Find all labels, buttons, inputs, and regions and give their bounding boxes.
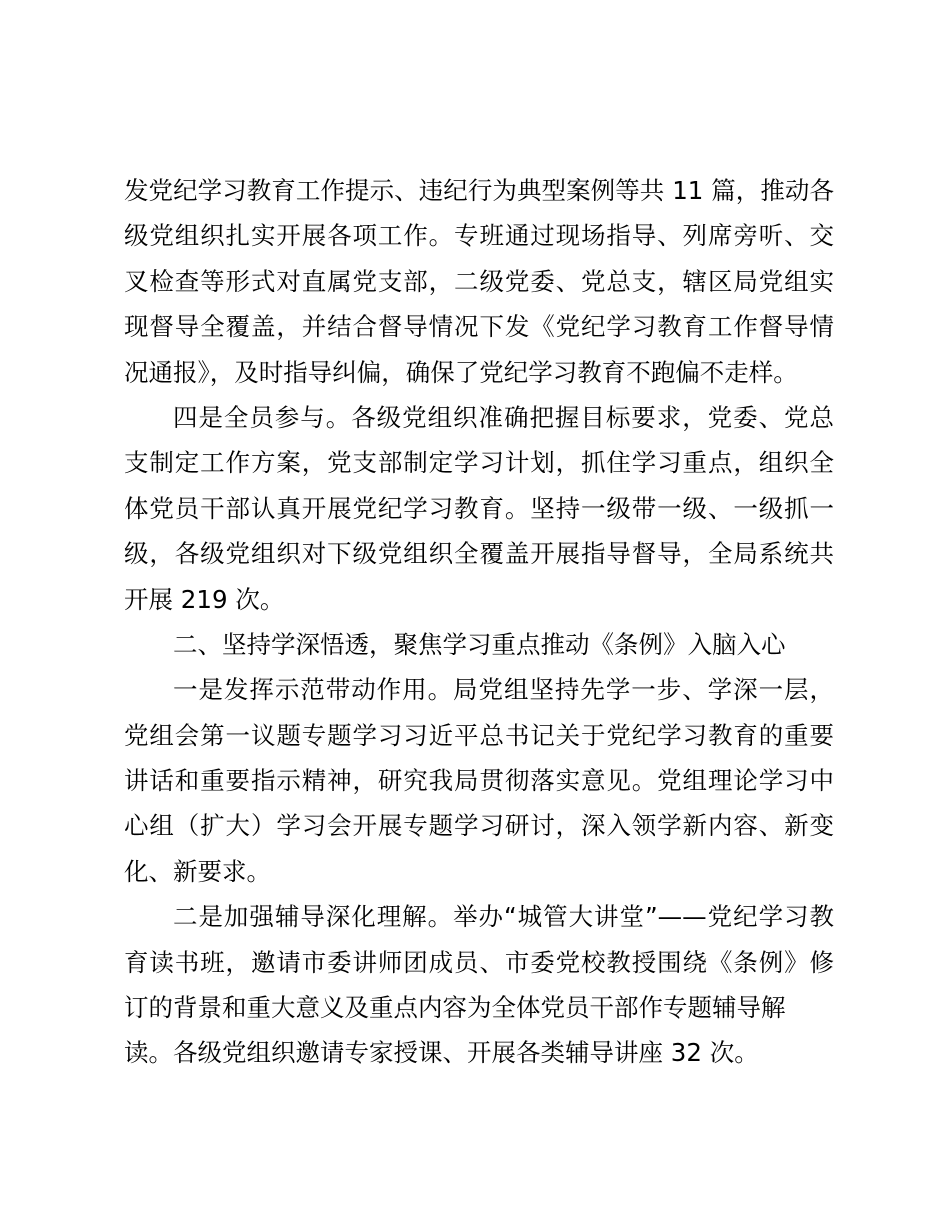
body-line: 订的背景和重大意义及重点内容为全体党员干部作专题辅导解 (124, 993, 786, 1023)
body-line: 党组会第一议题专题学习习近平总书记关于党纪学习教育的重要 (124, 720, 834, 750)
paragraph-start-line: 二是加强辅导深化理解。举办“城管大讲堂”——党纪学习教 (173, 902, 834, 932)
body-line: 心组（扩大）学习会开展专题学习研讨，深入领学新内容、新变 (124, 811, 834, 841)
body-line: 育读书班，邀请市委讲师团成员、市委党校教授围绕《条例》修 (124, 947, 834, 977)
body-line: 读。各级党组织邀请专家授课、开展各类辅导讲座 32 次。 (124, 1038, 759, 1068)
body-line: 讲话和重要指示精神，研究我局贯彻落实意见。党组理论学习中 (124, 766, 834, 796)
body-line: 叉检查等形式对直属党支部，二级党委、党总支，辖区局党组实 (124, 266, 834, 296)
body-line: 化、新要求。 (124, 856, 271, 886)
body-line: 体党员干部认真开展党纪学习教育。坚持一级带一级、一级抓一 (124, 493, 834, 523)
body-line: 级党组织扎实开展各项工作。专班通过现场指导、列席旁听、交 (124, 221, 834, 251)
paragraph-start-line: 四是全员参与。各级党组织准确把握目标要求，党委、党总 (173, 402, 834, 432)
body-line: 级，各级党组织对下级党组织全覆盖开展指导督导，全局系统共 (124, 539, 834, 569)
document-body (124, 168, 834, 1076)
body-line: 发党纪学习教育工作提示、违纪行为典型案例等共 11 篇，推动各 (124, 176, 834, 205)
paragraph-start-line: 一是发挥示范带动作用。局党组坚持先学一步、学深一层， (173, 675, 834, 705)
body-line: 支制定工作方案，党支部制定学习计划，抓住学习重点，组织全 (124, 448, 834, 478)
body-line: 开展 219 次。 (124, 584, 285, 614)
section-heading: 二、坚持学深悟透，聚焦学习重点推动《条例》入脑入心 (173, 629, 786, 659)
body-line: 现督导全覆盖，并结合督导情况下发《党纪学习教育工作督导情 (124, 312, 834, 342)
body-line: 况通报》，及时指导纠偏，确保了党纪学习教育不跑偏不走样。 (124, 357, 798, 387)
